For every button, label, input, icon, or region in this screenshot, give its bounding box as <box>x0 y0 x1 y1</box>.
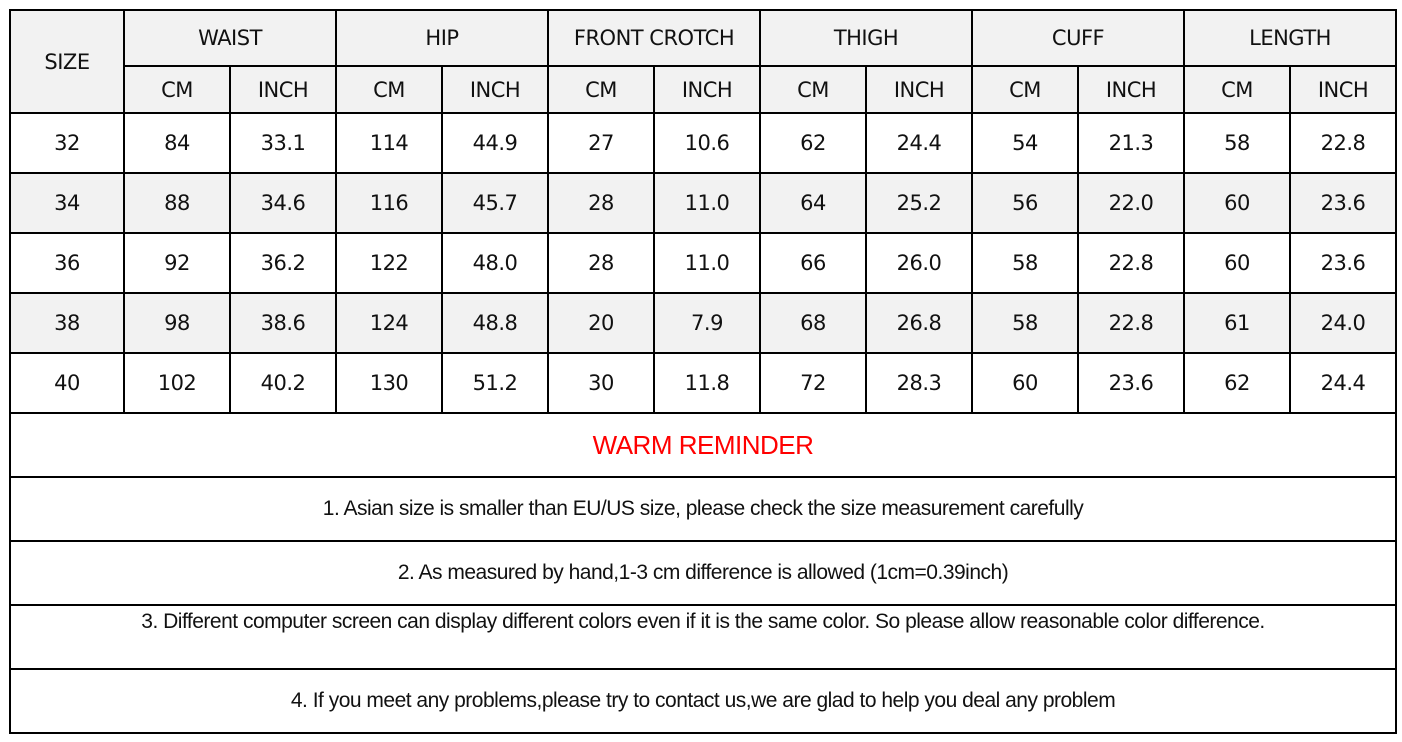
front-crotch-cm-cell: 27 <box>548 113 654 173</box>
group-header-hip: HIP <box>336 10 548 66</box>
hip-cm-cell: 130 <box>336 353 442 413</box>
unit-header-cm: CM <box>548 66 654 113</box>
length-inch-cell: 24.4 <box>1290 353 1396 413</box>
thigh-cm-cell: 62 <box>760 113 866 173</box>
waist-cm-cell: 102 <box>124 353 230 413</box>
length-cm-cell: 58 <box>1184 113 1290 173</box>
unit-header-inch: INCH <box>1290 66 1396 113</box>
front-crotch-inch-cell: 11.0 <box>654 233 760 293</box>
front-crotch-inch-cell: 11.0 <box>654 173 760 233</box>
size-cell: 36 <box>10 233 124 293</box>
size-header: SIZE <box>10 10 124 113</box>
thigh-inch-cell: 25.2 <box>866 173 972 233</box>
table-row <box>10 293 1396 353</box>
length-cm-cell: 60 <box>1184 233 1290 293</box>
length-cm-cell: 60 <box>1184 173 1290 233</box>
thigh-cm-cell: 64 <box>760 173 866 233</box>
table-row <box>10 233 1396 293</box>
unit-header-cm: CM <box>972 66 1078 113</box>
header-row-groups <box>10 10 1396 66</box>
thigh-cm-cell: 68 <box>760 293 866 353</box>
group-header-thigh: THIGH <box>760 10 972 66</box>
header-row-units <box>10 66 1396 113</box>
size-cell: 40 <box>10 353 124 413</box>
hip-cm-cell: 114 <box>336 113 442 173</box>
reminder-note-1: 1. Asian size is smaller than EU/US size, please check the size measurement carefully <box>10 477 1396 541</box>
reminder-note-3: 3. Different computer screen can display different colors even if it is the same color. So please allow reasonable color difference. <box>10 605 1396 669</box>
cuff-inch-cell: 23.6 <box>1078 353 1184 413</box>
table-row <box>10 113 1396 173</box>
thigh-inch-cell: 24.4 <box>866 113 972 173</box>
waist-inch-cell: 38.6 <box>230 293 336 353</box>
table-row <box>10 353 1396 413</box>
size-cell: 32 <box>10 113 124 173</box>
reminder-title-row <box>10 413 1396 477</box>
unit-header-inch: INCH <box>654 66 760 113</box>
front-crotch-inch-cell: 7.9 <box>654 293 760 353</box>
reminder-title: WARM REMINDER <box>10 413 1396 477</box>
unit-header-cm: CM <box>760 66 866 113</box>
hip-cm-cell: 116 <box>336 173 442 233</box>
waist-cm-cell: 88 <box>124 173 230 233</box>
length-cm-cell: 62 <box>1184 353 1290 413</box>
length-inch-cell: 22.8 <box>1290 113 1396 173</box>
length-inch-cell: 23.6 <box>1290 233 1396 293</box>
hip-cm-cell: 122 <box>336 233 442 293</box>
waist-cm-cell: 92 <box>124 233 230 293</box>
size-cell: 34 <box>10 173 124 233</box>
thigh-inch-cell: 28.3 <box>866 353 972 413</box>
length-inch-cell: 24.0 <box>1290 293 1396 353</box>
unit-header-inch: INCH <box>442 66 548 113</box>
cuff-cm-cell: 54 <box>972 113 1078 173</box>
thigh-inch-cell: 26.8 <box>866 293 972 353</box>
front-crotch-cm-cell: 20 <box>548 293 654 353</box>
reminder-note <box>10 669 1396 733</box>
size-chart <box>9 9 1396 734</box>
hip-inch-cell: 51.2 <box>442 353 548 413</box>
unit-header-inch: INCH <box>230 66 336 113</box>
hip-inch-cell: 48.8 <box>442 293 548 353</box>
unit-header-cm: CM <box>336 66 442 113</box>
unit-header-cm: CM <box>1184 66 1290 113</box>
hip-inch-cell: 48.0 <box>442 233 548 293</box>
group-header-front-crotch: FRONT CROTCH <box>548 10 760 66</box>
unit-header-cm: CM <box>124 66 230 113</box>
length-cm-cell: 61 <box>1184 293 1290 353</box>
unit-header-inch: INCH <box>1078 66 1184 113</box>
waist-inch-cell: 36.2 <box>230 233 336 293</box>
group-header-waist: WAIST <box>124 10 336 66</box>
length-inch-cell: 23.6 <box>1290 173 1396 233</box>
front-crotch-cm-cell: 28 <box>548 173 654 233</box>
cuff-cm-cell: 56 <box>972 173 1078 233</box>
hip-cm-cell: 124 <box>336 293 442 353</box>
group-header-length: LENGTH <box>1184 10 1396 66</box>
front-crotch-cm-cell: 30 <box>548 353 654 413</box>
reminder-note <box>10 605 1396 669</box>
front-crotch-inch-cell: 11.8 <box>654 353 760 413</box>
cuff-cm-cell: 60 <box>972 353 1078 413</box>
waist-inch-cell: 33.1 <box>230 113 336 173</box>
cuff-cm-cell: 58 <box>972 293 1078 353</box>
reminder-note-4: 4. If you meet any problems,please try to contact us,we are glad to help you deal any problem <box>10 669 1396 733</box>
cuff-inch-cell: 21.3 <box>1078 113 1184 173</box>
cuff-inch-cell: 22.8 <box>1078 233 1184 293</box>
front-crotch-cm-cell: 28 <box>548 233 654 293</box>
waist-inch-cell: 34.6 <box>230 173 336 233</box>
group-header-cuff: CUFF <box>972 10 1184 66</box>
cuff-inch-cell: 22.0 <box>1078 173 1184 233</box>
thigh-cm-cell: 72 <box>760 353 866 413</box>
size-table <box>9 9 1397 734</box>
waist-cm-cell: 84 <box>124 113 230 173</box>
thigh-inch-cell: 26.0 <box>866 233 972 293</box>
reminder-note <box>10 541 1396 605</box>
reminder-note <box>10 477 1396 541</box>
warm-reminder-section <box>10 413 1396 733</box>
size-cell: 38 <box>10 293 124 353</box>
waist-inch-cell: 40.2 <box>230 353 336 413</box>
cuff-inch-cell: 22.8 <box>1078 293 1184 353</box>
hip-inch-cell: 44.9 <box>442 113 548 173</box>
reminder-note-2: 2. As measured by hand,1-3 cm difference is allowed (1cm=0.39inch) <box>10 541 1396 605</box>
cuff-cm-cell: 58 <box>972 233 1078 293</box>
table-row <box>10 173 1396 233</box>
unit-header-inch: INCH <box>866 66 972 113</box>
waist-cm-cell: 98 <box>124 293 230 353</box>
hip-inch-cell: 45.7 <box>442 173 548 233</box>
thigh-cm-cell: 66 <box>760 233 866 293</box>
front-crotch-inch-cell: 10.6 <box>654 113 760 173</box>
